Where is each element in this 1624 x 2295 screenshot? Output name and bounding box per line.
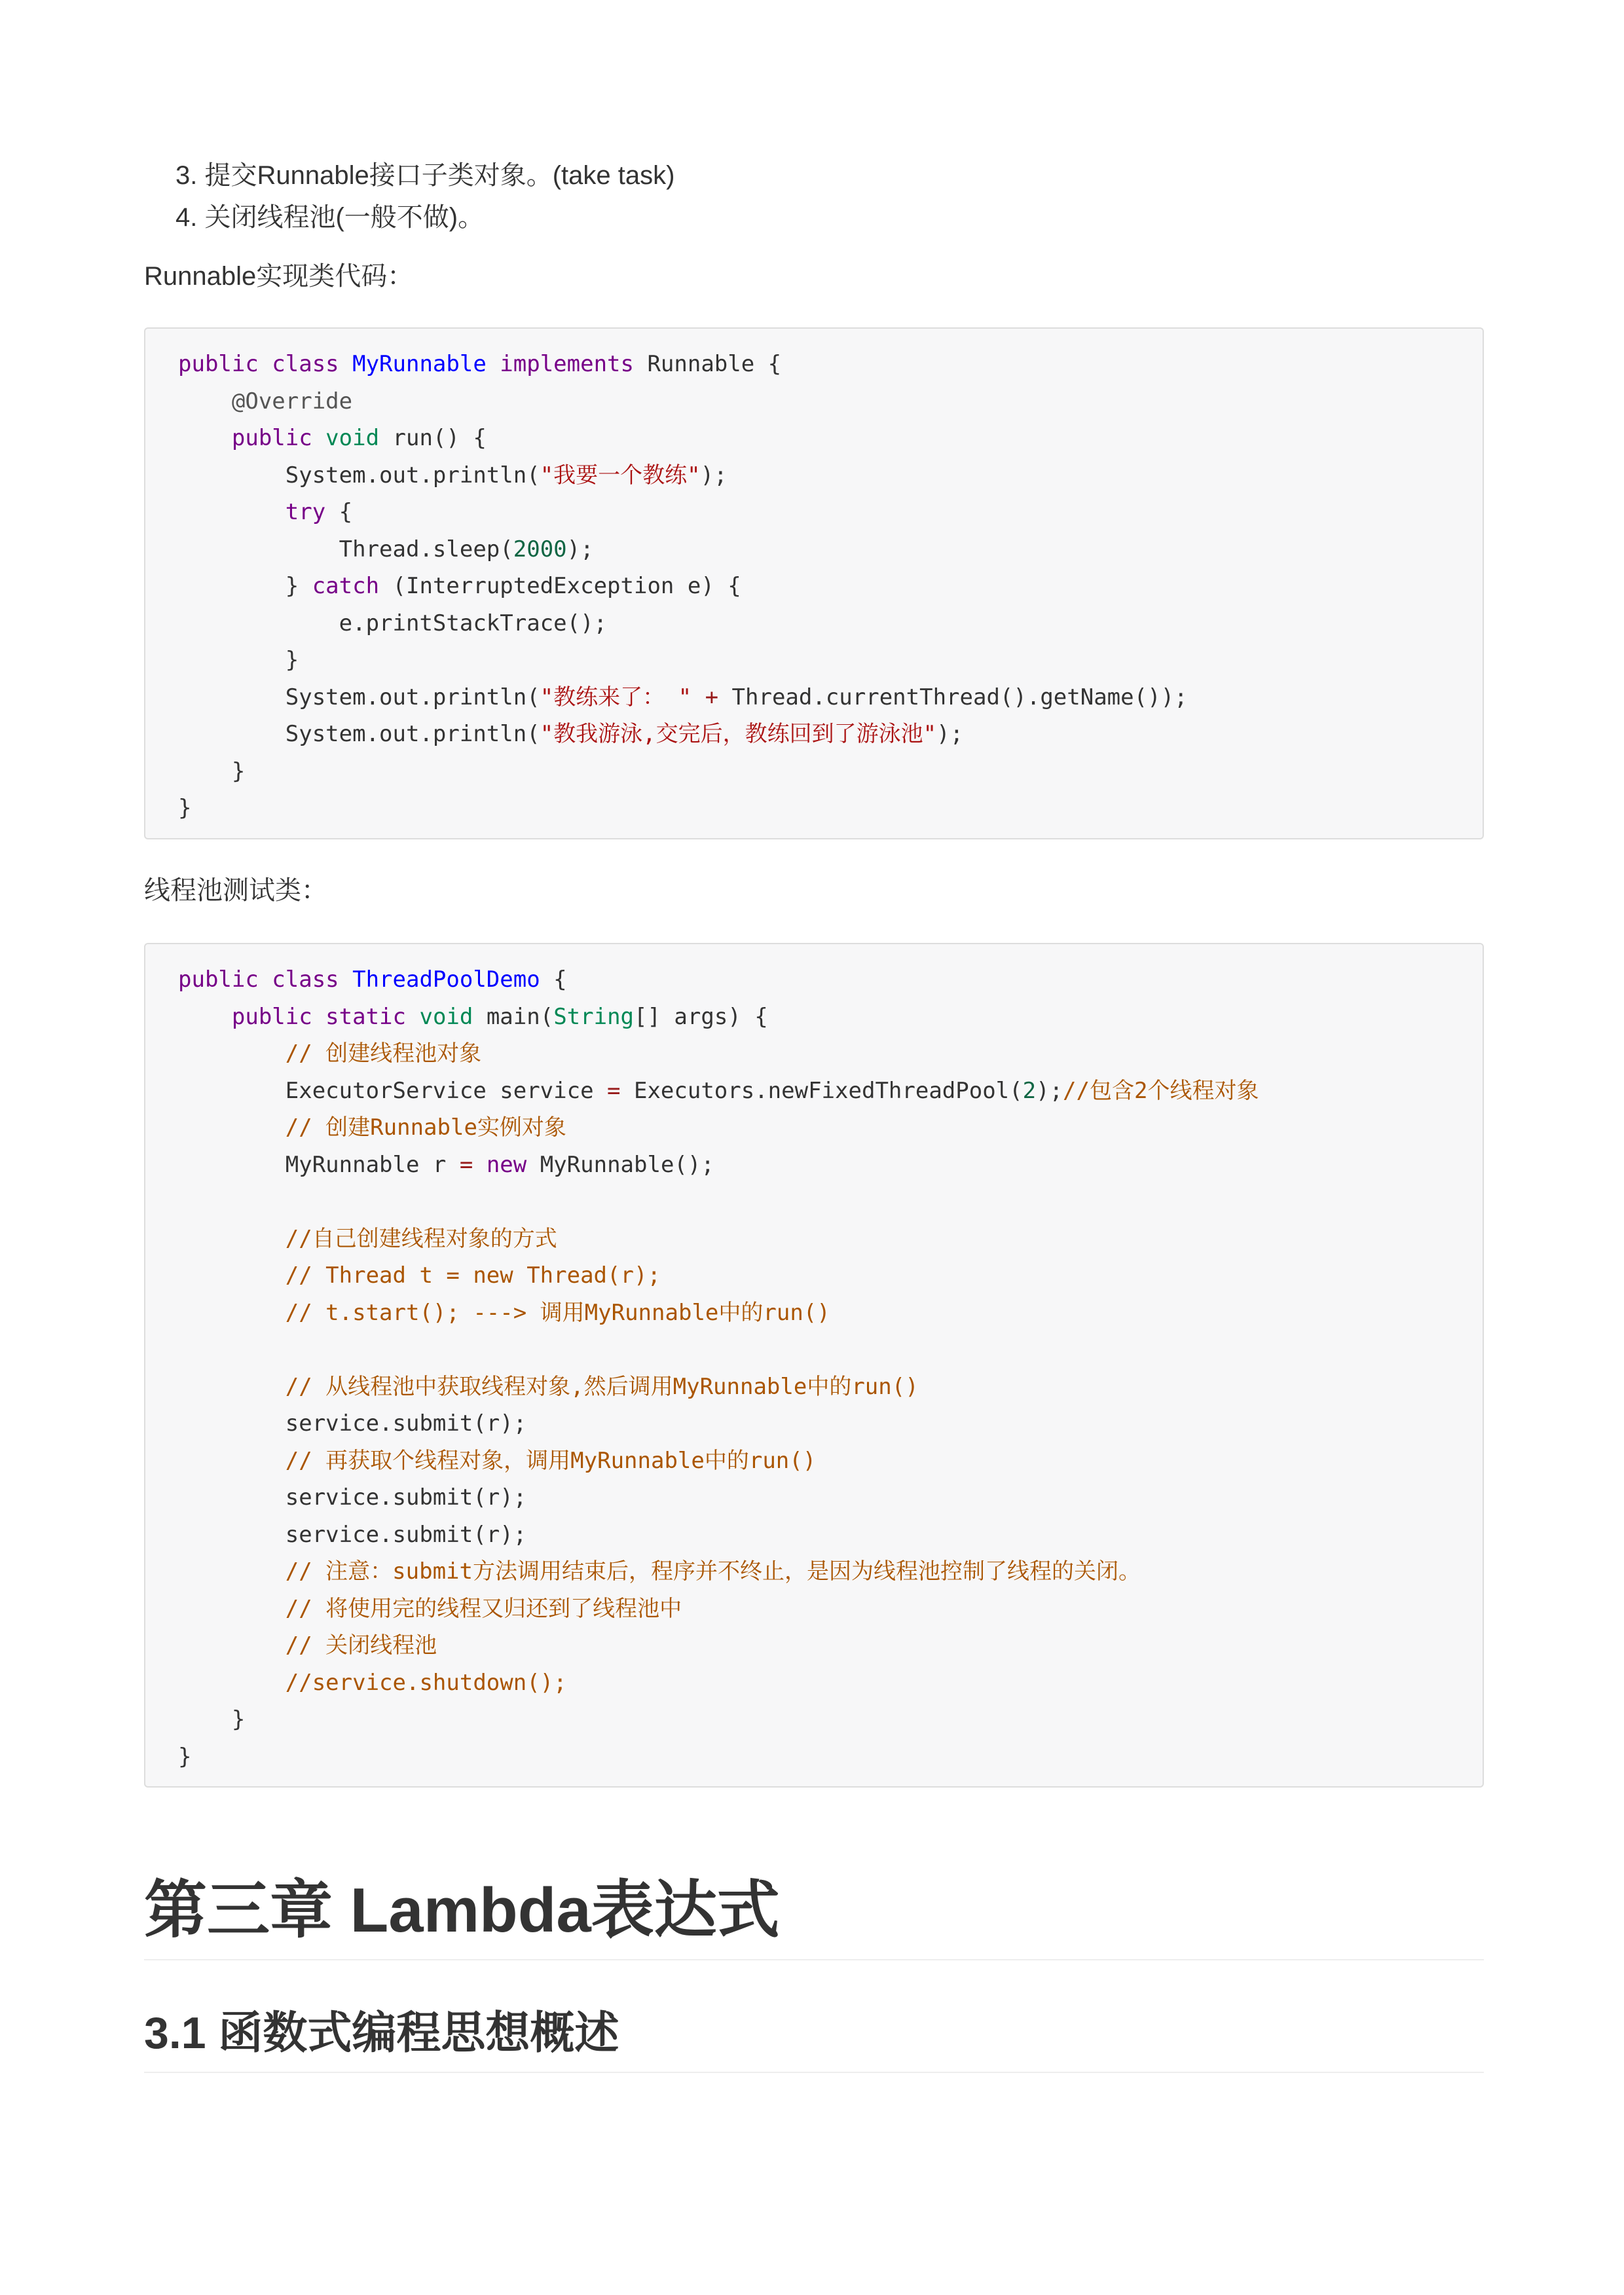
code-token: 2000	[513, 536, 567, 562]
code-token: System.out.println(	[178, 684, 540, 710]
code-token: ThreadPoolDemo	[352, 966, 540, 993]
code-token: MyRunnable r	[178, 1151, 460, 1178]
pool-intro-text: 线程池测试类：	[144, 876, 327, 905]
code-line: service.submit(r);	[178, 1484, 527, 1511]
step-list	[175, 155, 674, 238]
code-token: 2	[1022, 1077, 1037, 1104]
code-line: service.submit(r);	[178, 1521, 527, 1548]
code-comment: //自己创建线程对象的方式	[178, 1225, 557, 1252]
code-comment: // Thread t = new Thread(r);	[178, 1262, 661, 1289]
code-token: public	[178, 425, 312, 451]
code-token: public class	[178, 351, 353, 377]
runnable-code-block	[144, 327, 1484, 839]
code-comment: // 将使用完的线程又归还到了线程池中	[178, 1595, 682, 1622]
code-token: "我要一个教练"	[540, 462, 701, 488]
code-comment: // 创建线程池对象	[178, 1040, 482, 1067]
code-token: main(	[473, 1003, 554, 1030]
code-comment: // t.start(); ---> 调用MyRunnable中的run()	[178, 1299, 830, 1326]
code-token: run() {	[379, 425, 487, 451]
code-token: String	[553, 1003, 635, 1030]
code-line: e.printStackTrace();	[178, 610, 608, 636]
code-token: MyRunnable	[352, 351, 487, 377]
section-title: 3.1 函数式编程思想概述	[144, 2004, 1484, 2073]
pool-code-block	[144, 943, 1484, 1788]
code-comment: // 再获取个线程对象，调用MyRunnable中的run()	[178, 1447, 817, 1474]
code-token: Executors.newFixedThreadPool(	[620, 1077, 1023, 1104]
code-token: "教我游泳,交完后，教练回到了游泳池"	[540, 721, 937, 747]
chapter-title: 第三章 Lambda表达式	[144, 1871, 1484, 1960]
code-comment: //service.shutdown();	[178, 1669, 567, 1696]
code-token: (InterruptedException e) {	[379, 573, 741, 599]
code-token: =	[607, 1077, 621, 1104]
code-token: public class	[178, 966, 353, 993]
pool-code	[145, 944, 1483, 1775]
code-comment: // 从线程池中获取线程对象,然后调用MyRunnable中的run()	[178, 1373, 919, 1400]
code-token: MyRunnable();	[526, 1151, 714, 1178]
code-token: [] args) {	[634, 1003, 768, 1030]
code-line: }	[178, 795, 192, 821]
code-token: =	[459, 1151, 473, 1178]
code-token: ExecutorService service	[178, 1077, 608, 1104]
code-token: );	[566, 536, 594, 562]
code-line: }	[178, 1743, 192, 1770]
code-token: implements	[486, 351, 634, 377]
code-token: try	[178, 499, 326, 525]
code-token: System.out.println(	[178, 462, 540, 488]
code-token: Runnable {	[633, 351, 782, 377]
code-line: @Override	[178, 388, 353, 414]
code-token: "教练来了： "	[540, 684, 692, 710]
code-line: }	[178, 1706, 246, 1733]
code-comment: //包含2个线程对象	[1063, 1077, 1259, 1104]
code-token: }	[178, 573, 312, 599]
code-token: Thread.sleep(	[178, 536, 513, 562]
code-line: }	[178, 647, 299, 673]
code-token: catch	[312, 573, 380, 599]
code-token: );	[700, 462, 728, 488]
code-line: }	[178, 758, 246, 784]
code-token: void	[312, 425, 380, 451]
code-token: public static	[178, 1003, 406, 1030]
code-line: service.submit(r);	[178, 1410, 527, 1437]
code-token: System.out.println(	[178, 721, 540, 747]
list-item: 4. 关闭线程池(一般不做)。	[175, 203, 485, 232]
runnable-intro-text: Runnable实现类代码：	[144, 262, 414, 291]
code-comment: // 注意：submit方法调用结束后，程序并不终止，是因为线程池控制了线程的关闭。	[178, 1558, 1141, 1585]
code-token: Thread.currentThread().getName());	[718, 684, 1188, 710]
code-token: {	[540, 966, 567, 993]
code-token: );	[936, 721, 964, 747]
code-comment: // 创建Runnable实例对象	[178, 1114, 566, 1141]
code-token: new	[473, 1151, 527, 1178]
code-token: );	[1036, 1077, 1063, 1104]
code-token: {	[325, 499, 353, 525]
code-comment: // 关闭线程池	[178, 1632, 437, 1659]
list-item: 3. 提交Runnable接口子类对象。(take task)	[175, 161, 675, 190]
runnable-code	[145, 329, 1483, 827]
code-token: +	[692, 684, 719, 710]
code-token: void	[406, 1003, 473, 1030]
